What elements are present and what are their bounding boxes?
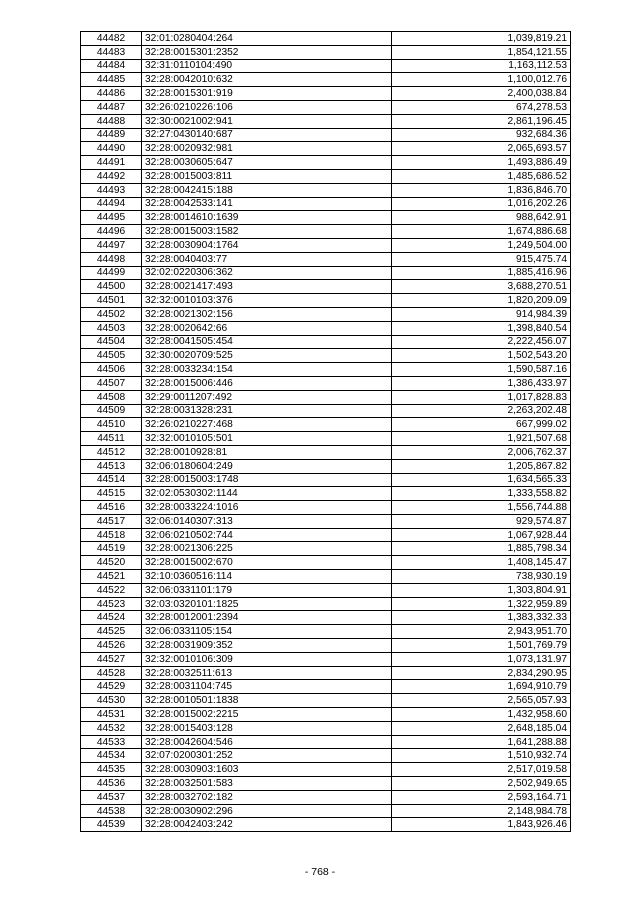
cadastral-number-cell: 32:28:0010928:81 — [142, 445, 392, 459]
table-row — [81, 790, 571, 804]
cadastral-number-cell: 32:28:0042415:188 — [142, 183, 392, 197]
row-id-cell: 44503 — [81, 321, 142, 335]
amount-cell: 1,067,928.44 — [392, 528, 571, 542]
amount-cell: 1,017,828.83 — [392, 390, 571, 404]
row-id-cell: 44514 — [81, 473, 142, 487]
amount-cell: 674,278.53 — [392, 100, 571, 114]
table-row — [81, 570, 571, 584]
table-row — [81, 252, 571, 266]
amount-cell: 1,590,587.16 — [392, 363, 571, 377]
row-id-cell: 44532 — [81, 721, 142, 735]
cadastral-number-cell: 32:28:0014610:1639 — [142, 211, 392, 225]
table-row — [81, 390, 571, 404]
cadastral-number-cell: 32:28:0015003:1748 — [142, 473, 392, 487]
row-id-cell: 44485 — [81, 73, 142, 87]
row-id-cell: 44497 — [81, 238, 142, 252]
row-id-cell: 44529 — [81, 680, 142, 694]
cadastral-number-cell: 32:30:0021002:941 — [142, 114, 392, 128]
cadastral-number-cell: 32:28:0015301:2352 — [142, 45, 392, 59]
cadastral-number-cell: 32:32:0010106:309 — [142, 652, 392, 666]
amount-cell: 2,593,164.71 — [392, 790, 571, 804]
cadastral-number-cell: 32:32:0010105:501 — [142, 432, 392, 446]
amount-cell: 1,634,565.33 — [392, 473, 571, 487]
cadastral-number-cell: 32:28:0015003:1582 — [142, 225, 392, 239]
amount-cell: 1,885,416.96 — [392, 266, 571, 280]
amount-cell: 2,065,693.57 — [392, 142, 571, 156]
amount-cell: 2,400,038.84 — [392, 87, 571, 101]
cadastral-number-cell: 32:02:0220306:362 — [142, 266, 392, 280]
amount-cell: 1,039,819.21 — [392, 32, 571, 46]
table-row — [81, 349, 571, 363]
amount-cell: 1,493,886.49 — [392, 156, 571, 170]
cadastral-number-cell: 32:28:0020932:981 — [142, 142, 392, 156]
amount-cell: 1,510,932.74 — [392, 749, 571, 763]
cadastral-number-cell: 32:28:0031328:231 — [142, 404, 392, 418]
amount-cell: 2,834,290.95 — [392, 666, 571, 680]
amount-cell: 1,073,131.97 — [392, 652, 571, 666]
row-id-cell: 44537 — [81, 790, 142, 804]
table-row — [81, 542, 571, 556]
cadastral-number-cell: 32:31:0110104:490 — [142, 59, 392, 73]
amount-cell: 1,836,846.70 — [392, 183, 571, 197]
row-id-cell: 44483 — [81, 45, 142, 59]
row-id-cell: 44528 — [81, 666, 142, 680]
table-row — [81, 459, 571, 473]
amount-cell: 1,820,209.09 — [392, 294, 571, 308]
table-row — [81, 639, 571, 653]
row-id-cell: 44500 — [81, 280, 142, 294]
cadastral-number-cell: 32:06:0140307:313 — [142, 514, 392, 528]
table-row — [81, 611, 571, 625]
cadastral-number-cell: 32:28:0041505:454 — [142, 335, 392, 349]
row-id-cell: 44515 — [81, 487, 142, 501]
row-id-cell: 44526 — [81, 639, 142, 653]
cadastral-number-cell: 32:28:0030903:1603 — [142, 763, 392, 777]
table-row — [81, 321, 571, 335]
table-row — [81, 763, 571, 777]
amount-cell: 1,322,959.89 — [392, 597, 571, 611]
table-row — [81, 335, 571, 349]
row-id-cell: 44510 — [81, 418, 142, 432]
cadastral-number-cell: 32:29:0011207:492 — [142, 390, 392, 404]
row-id-cell: 44524 — [81, 611, 142, 625]
row-id-cell: 44490 — [81, 142, 142, 156]
cadastral-number-cell: 32:07:0200301:252 — [142, 749, 392, 763]
table-row — [81, 404, 571, 418]
row-id-cell: 44499 — [81, 266, 142, 280]
row-id-cell: 44520 — [81, 556, 142, 570]
row-id-cell: 44488 — [81, 114, 142, 128]
cadastral-number-cell: 32:28:0010501:1838 — [142, 694, 392, 708]
cadastral-number-cell: 32:06:0331105:154 — [142, 625, 392, 639]
row-id-cell: 44491 — [81, 156, 142, 170]
table-row — [81, 142, 571, 156]
amount-cell: 1,694,910.79 — [392, 680, 571, 694]
amount-cell: 1,432,958.60 — [392, 708, 571, 722]
cadastral-number-cell: 32:28:0042533:141 — [142, 197, 392, 211]
amount-cell: 2,148,984.78 — [392, 804, 571, 818]
row-id-cell: 44535 — [81, 763, 142, 777]
table-row — [81, 114, 571, 128]
cadastral-number-cell: 32:26:0210227:468 — [142, 418, 392, 432]
table-row — [81, 445, 571, 459]
row-id-cell: 44487 — [81, 100, 142, 114]
amount-cell: 2,006,762.37 — [392, 445, 571, 459]
amount-cell: 1,249,504.00 — [392, 238, 571, 252]
amount-cell: 1,408,145.47 — [392, 556, 571, 570]
row-id-cell: 44534 — [81, 749, 142, 763]
amount-cell: 2,861,196.45 — [392, 114, 571, 128]
table-row — [81, 266, 571, 280]
amount-cell: 1,843,926.46 — [392, 818, 571, 832]
table-row — [81, 583, 571, 597]
cadastral-number-cell: 32:01:0280404:264 — [142, 32, 392, 46]
amount-cell: 1,383,332.33 — [392, 611, 571, 625]
amount-cell: 1,100,012.76 — [392, 73, 571, 87]
table-row — [81, 652, 571, 666]
cadastral-number-cell: 32:28:0030904:1764 — [142, 238, 392, 252]
ledger-body — [81, 32, 571, 832]
amount-cell: 1,921,507.68 — [392, 432, 571, 446]
table-row — [81, 87, 571, 101]
amount-cell: 1,333,558.82 — [392, 487, 571, 501]
row-id-cell: 44531 — [81, 708, 142, 722]
cadastral-number-cell: 32:28:0030605:647 — [142, 156, 392, 170]
table-row — [81, 225, 571, 239]
cadastral-number-cell: 32:28:0033224:1016 — [142, 501, 392, 515]
cadastral-number-cell: 32:06:0180604:249 — [142, 459, 392, 473]
cadastral-number-cell: 32:28:0015403:128 — [142, 721, 392, 735]
table-row — [81, 280, 571, 294]
table-row — [81, 169, 571, 183]
row-id-cell: 44482 — [81, 32, 142, 46]
table-row — [81, 721, 571, 735]
cadastral-number-cell: 32:26:0210226:106 — [142, 100, 392, 114]
cadastral-number-cell: 32:28:0031104:745 — [142, 680, 392, 694]
amount-cell: 2,943,951.70 — [392, 625, 571, 639]
table-row — [81, 473, 571, 487]
cadastral-number-cell: 32:28:0030902:296 — [142, 804, 392, 818]
table-row — [81, 128, 571, 142]
cadastral-number-cell: 32:06:0210502:744 — [142, 528, 392, 542]
cadastral-number-cell: 32:28:0020642:66 — [142, 321, 392, 335]
row-id-cell: 44523 — [81, 597, 142, 611]
row-id-cell: 44493 — [81, 183, 142, 197]
table-row — [81, 294, 571, 308]
table-row — [81, 818, 571, 832]
page-number: - 768 - — [304, 866, 336, 878]
table-row — [81, 307, 571, 321]
table-row — [81, 100, 571, 114]
cadastral-number-cell: 32:28:0040403:77 — [142, 252, 392, 266]
row-id-cell: 44525 — [81, 625, 142, 639]
cadastral-number-cell: 32:32:0010103:376 — [142, 294, 392, 308]
table-row — [81, 694, 571, 708]
table-row — [81, 625, 571, 639]
table-row — [81, 777, 571, 791]
row-id-cell: 44519 — [81, 542, 142, 556]
table-row — [81, 73, 571, 87]
amount-cell: 932,684.36 — [392, 128, 571, 142]
amount-cell: 1,885,798.34 — [392, 542, 571, 556]
cadastral-number-cell: 32:06:0331101:179 — [142, 583, 392, 597]
row-id-cell: 44516 — [81, 501, 142, 515]
table-row — [81, 487, 571, 501]
row-id-cell: 44509 — [81, 404, 142, 418]
amount-cell: 1,674,886.68 — [392, 225, 571, 239]
amount-cell: 738,930.19 — [392, 570, 571, 584]
row-id-cell: 44530 — [81, 694, 142, 708]
table-row — [81, 45, 571, 59]
row-id-cell: 44508 — [81, 390, 142, 404]
row-id-cell: 44484 — [81, 59, 142, 73]
table-row — [81, 59, 571, 73]
amount-cell: 2,222,456.07 — [392, 335, 571, 349]
row-id-cell: 44507 — [81, 376, 142, 390]
amount-cell: 1,398,840.54 — [392, 321, 571, 335]
amount-cell: 667,999.02 — [392, 418, 571, 432]
cadastral-number-cell: 32:28:0032511:613 — [142, 666, 392, 680]
cadastral-number-cell: 32:28:0021417:493 — [142, 280, 392, 294]
cadastral-number-cell: 32:28:0033234:154 — [142, 363, 392, 377]
cadastral-number-cell: 32:03:0320101:1825 — [142, 597, 392, 611]
row-id-cell: 44492 — [81, 169, 142, 183]
cadastral-number-cell: 32:02:0530302:1144 — [142, 487, 392, 501]
row-id-cell: 44518 — [81, 528, 142, 542]
row-id-cell: 44512 — [81, 445, 142, 459]
row-id-cell: 44517 — [81, 514, 142, 528]
cadastral-number-cell: 32:28:0015006:446 — [142, 376, 392, 390]
amount-cell: 2,565,057.93 — [392, 694, 571, 708]
amount-cell: 2,502,949.65 — [392, 777, 571, 791]
amount-cell: 2,263,202.48 — [392, 404, 571, 418]
cadastral-number-cell: 32:28:0042403:242 — [142, 818, 392, 832]
amount-cell: 914,984.39 — [392, 307, 571, 321]
table-row — [81, 183, 571, 197]
amount-cell: 3,688,270.51 — [392, 280, 571, 294]
table-row — [81, 680, 571, 694]
table-row — [81, 32, 571, 46]
row-id-cell: 44496 — [81, 225, 142, 239]
row-id-cell: 44533 — [81, 735, 142, 749]
cadastral-number-cell: 32:27:0430140:687 — [142, 128, 392, 142]
row-id-cell: 44486 — [81, 87, 142, 101]
table-row — [81, 238, 571, 252]
row-id-cell: 44513 — [81, 459, 142, 473]
row-id-cell: 44506 — [81, 363, 142, 377]
cadastral-number-cell: 32:28:0015002:670 — [142, 556, 392, 570]
amount-cell: 1,502,543.20 — [392, 349, 571, 363]
amount-cell: 1,386,433.97 — [392, 376, 571, 390]
amount-cell: 915,475.74 — [392, 252, 571, 266]
row-id-cell: 44536 — [81, 777, 142, 791]
row-id-cell: 44489 — [81, 128, 142, 142]
table-row — [81, 501, 571, 515]
row-id-cell: 44538 — [81, 804, 142, 818]
row-id-cell: 44527 — [81, 652, 142, 666]
cadastral-number-cell: 32:28:0015002:2215 — [142, 708, 392, 722]
table-row — [81, 211, 571, 225]
amount-cell: 1,641,288.88 — [392, 735, 571, 749]
amount-cell: 2,648,185.04 — [392, 721, 571, 735]
table-row — [81, 528, 571, 542]
table-row — [81, 514, 571, 528]
row-id-cell: 44539 — [81, 818, 142, 832]
row-id-cell: 44511 — [81, 432, 142, 446]
cadastral-number-cell: 32:28:0042010:632 — [142, 73, 392, 87]
cadastral-number-cell: 32:28:0031909:352 — [142, 639, 392, 653]
table-row — [81, 156, 571, 170]
cadastral-number-cell: 32:30:0020709:525 — [142, 349, 392, 363]
row-id-cell: 44505 — [81, 349, 142, 363]
cadastral-number-cell: 32:28:0021306:225 — [142, 542, 392, 556]
ledger-table — [80, 31, 571, 832]
amount-cell: 1,501,769.79 — [392, 639, 571, 653]
amount-cell: 988,642.91 — [392, 211, 571, 225]
amount-cell: 1,205,867.82 — [392, 459, 571, 473]
cadastral-number-cell: 32:28:0015003:811 — [142, 169, 392, 183]
amount-cell: 1,016,202.26 — [392, 197, 571, 211]
cadastral-number-cell: 32:28:0032702:182 — [142, 790, 392, 804]
row-id-cell: 44504 — [81, 335, 142, 349]
table-row — [81, 597, 571, 611]
row-id-cell: 44522 — [81, 583, 142, 597]
amount-cell: 1,485,686.52 — [392, 169, 571, 183]
table-row — [81, 418, 571, 432]
table-row — [81, 376, 571, 390]
table-row — [81, 735, 571, 749]
amount-cell: 1,556,744.88 — [392, 501, 571, 515]
row-id-cell: 44502 — [81, 307, 142, 321]
amount-cell: 1,854,121.55 — [392, 45, 571, 59]
table-row — [81, 432, 571, 446]
table-row — [81, 666, 571, 680]
row-id-cell: 44498 — [81, 252, 142, 266]
cadastral-number-cell: 32:28:0015301:919 — [142, 87, 392, 101]
cadastral-number-cell: 32:28:0042604:546 — [142, 735, 392, 749]
cadastral-number-cell: 32:28:0021302:156 — [142, 307, 392, 321]
table-row — [81, 708, 571, 722]
row-id-cell: 44494 — [81, 197, 142, 211]
row-id-cell: 44495 — [81, 211, 142, 225]
amount-cell: 929,574.87 — [392, 514, 571, 528]
amount-cell: 2,517,019.58 — [392, 763, 571, 777]
cadastral-number-cell: 32:28:0032501:583 — [142, 777, 392, 791]
amount-cell: 1,163,112.53 — [392, 59, 571, 73]
table-row — [81, 556, 571, 570]
cadastral-number-cell: 32:10:0360516:114 — [142, 570, 392, 584]
amount-cell: 1,303,804.91 — [392, 583, 571, 597]
table-row — [81, 197, 571, 211]
row-id-cell: 44501 — [81, 294, 142, 308]
cadastral-number-cell: 32:28:0012001:2394 — [142, 611, 392, 625]
table-row — [81, 749, 571, 763]
table-row — [81, 804, 571, 818]
row-id-cell: 44521 — [81, 570, 142, 584]
table-row — [81, 363, 571, 377]
